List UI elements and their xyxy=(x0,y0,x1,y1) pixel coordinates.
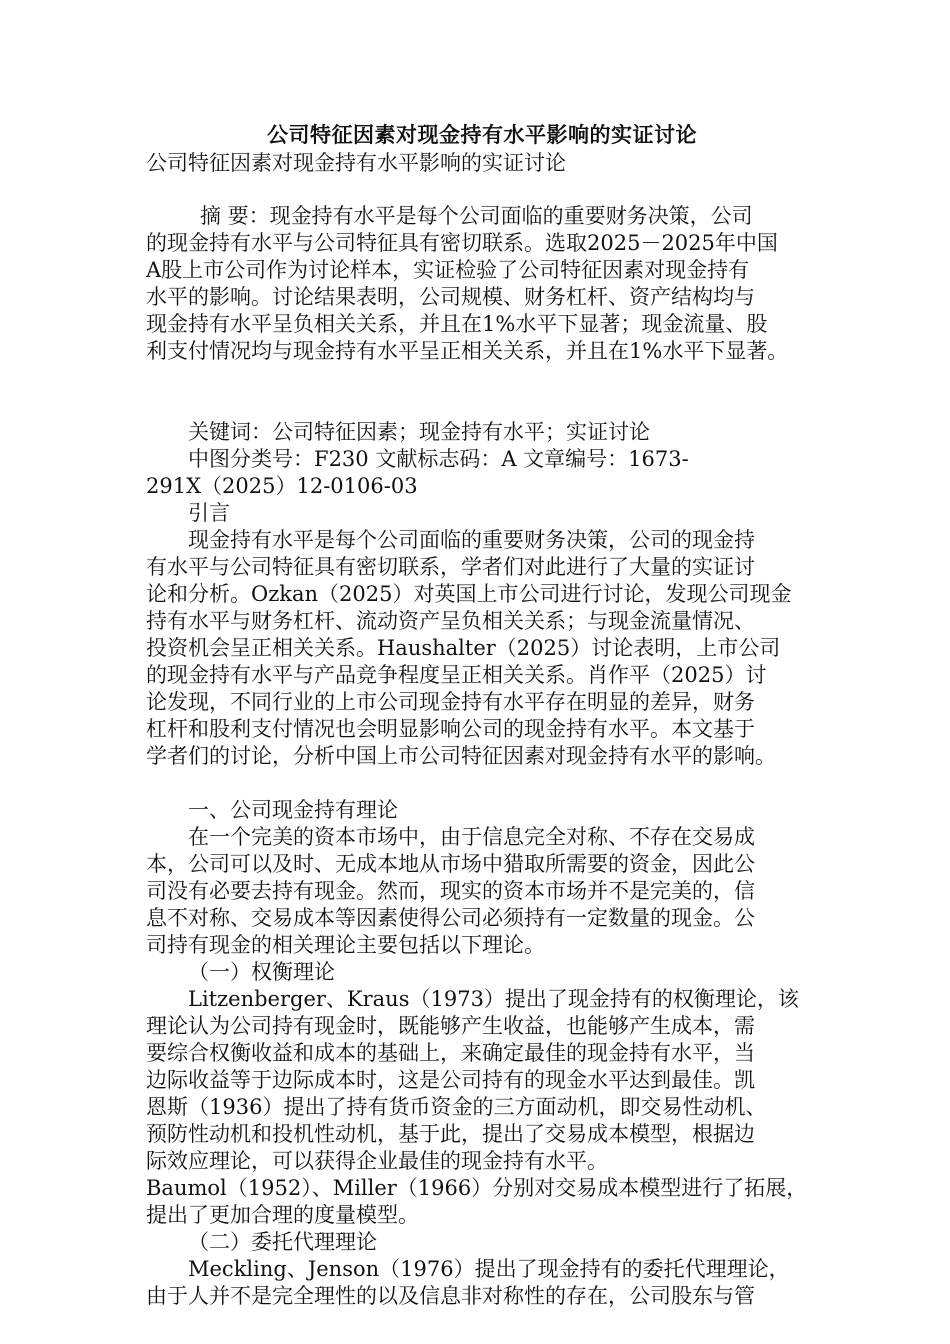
spacer xyxy=(146,365,818,419)
intro-paragraph: 现金持有水平是每个公司面临的重要财务决策，公司的现金持 有水平与公司特征具有密切联系，学者们对此进行了大量的实证讨 论和分析。Ozkan（2025）对英国上市公司进行讨论，发现公司现金 持有水平与财务杠杆、流动资产呈负相关关系；与现金流量情况、 投资机会呈正相关关系。Haushalter（2025）讨论表明，上市公司 的现金持有水平与产品竞争程度呈正相关关系。肖作平（2025）讨 论发现，不同行业的上市公司现金持有水平存在明显的差异，财务 杠杆和股利支付情况也会明显影响公司的现金持有水平。本文基于 学者们的讨论，分析中国上市公司特征因素对现金持有水平的影响。 xyxy=(146,528,792,768)
spacer xyxy=(146,770,818,797)
keywords-line: 关键词：公司特征因素；现金持有水平；实证讨论 xyxy=(188,420,650,444)
abstract-paragraph: 摘 要：现金持有水平是每个公司面临的重要财务决策，公司 的现金持有水平与公司特征具有密切联系。选取2025－2025年中国 A股上市公司作为讨论样本，实证检验了公司特征因素对现金持有 水平的影响。讨论结果表明，公司规模、财务杠杆、资产结构均与 现金持有水平呈负相关关系，并且在1%水平下显著；现金流量、股 利支付情况均与现金持有水平呈正相关关系，并且在1%水平下显著。 xyxy=(146,204,789,363)
document-page xyxy=(146,120,818,1310)
subsection-1-paragraph-2: Baumol（1952）、Miller（1966）分别对交易成本模型进行了拓展， 提出了更加合理的度量模型。 xyxy=(146,1176,808,1227)
classification-line: 中图分类号：F230 文献标志码：A 文章编号：1673- 291X（2025）12-0106-03 xyxy=(146,447,689,498)
document-subtitle: 公司特征因素对现金持有水平影响的实证讨论 xyxy=(146,151,566,175)
intro-heading: 引言 xyxy=(188,501,230,525)
subsection-2-paragraph: Meckling、Jenson（1976）提出了现金持有的委托代理理论， 由于人并不是完全理性的以及信息非对称性的存在，公司股东与管 xyxy=(146,1257,790,1308)
section-1-heading: 一、公司现金持有理论 xyxy=(188,798,398,822)
spacer xyxy=(146,177,818,203)
section-1-paragraph: 在一个完美的资本市场中，由于信息完全对称、不存在交易成 本，公司可以及时、无成本地从市场中猎取所需要的资金，因此公 司没有必要去持有现金。然而，现实的资本市场并不是完美的，信 息不对称、交易成本等因素使得公司必须持有一定数量的现金。公 司持有现金的相关理论主要包括以下理论。 xyxy=(146,825,755,957)
subsection-1-paragraph: Litzenberger、Kraus（1973）提出了现金持有的权衡理论，该 理论认为公司持有现金时，既能够产生收益，也能够产生成本，需 要综合权衡收益和成本的基础上，来确定最佳的现金持有水平，当 边际收益等于边际成本时，这是公司持有的现金水平达到最佳。凯 恩斯（1936）提出了持有货币资金的三方面动机，即交易性动机、 预防性动机和投机性动机，基于此，提出了交易成本模型，根据边 际效应理论，可以获得企业最佳的现金持有水平。 xyxy=(146,987,799,1173)
document-title: 公司特征因素对现金持有水平影响的实证讨论 xyxy=(267,122,697,147)
subsection-2-heading: （二）委托代理理论 xyxy=(188,1230,377,1254)
subsection-1-heading: （一）权衡理论 xyxy=(188,960,335,984)
